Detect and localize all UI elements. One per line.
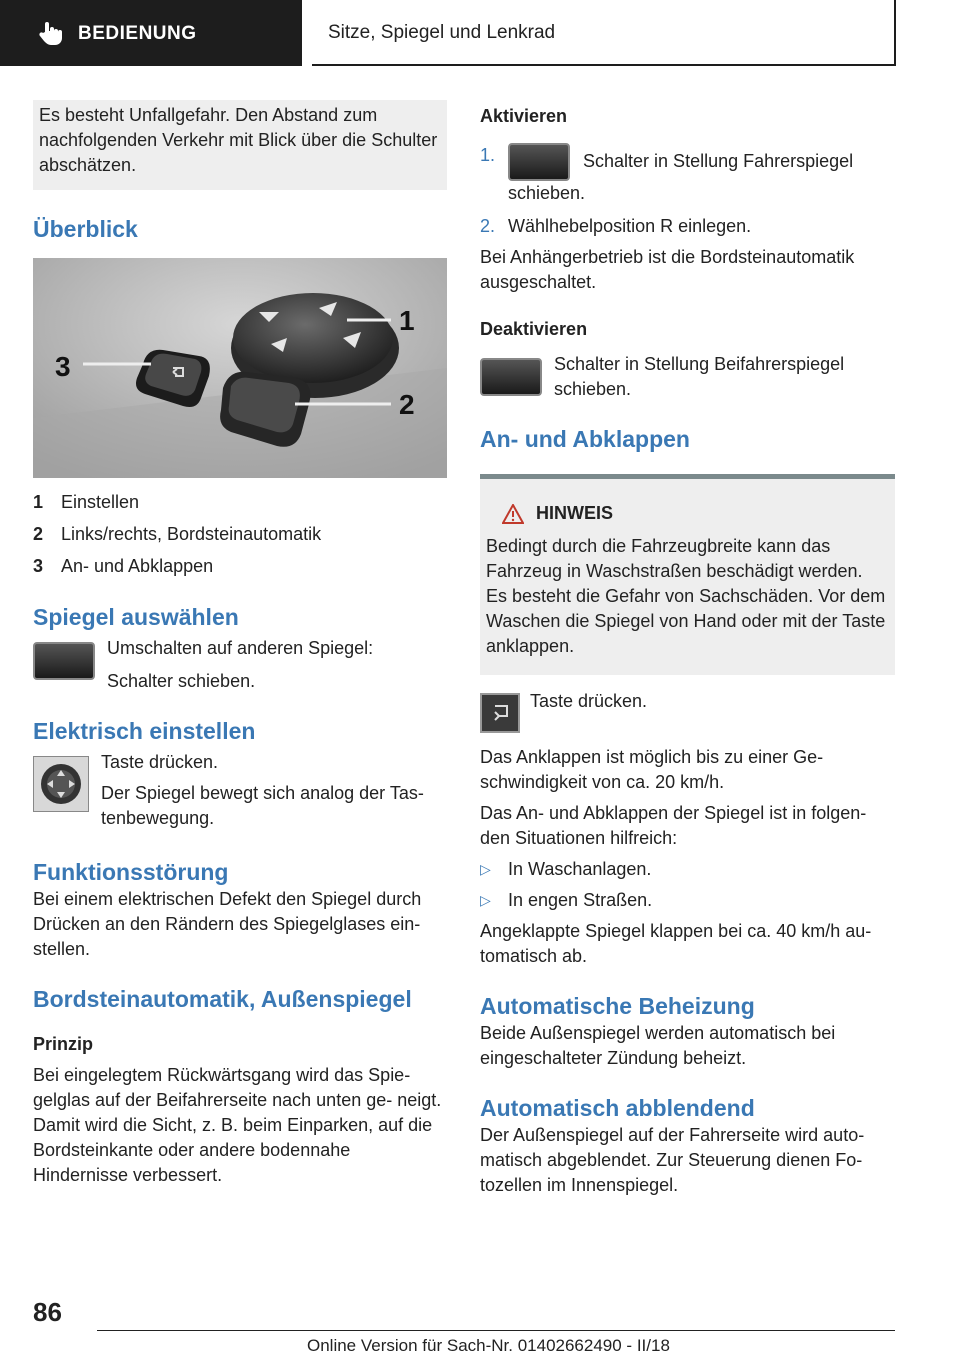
photo-label-3: 3 bbox=[55, 351, 71, 382]
curb-heading: Bordsteinautomatik, Außenspiegel bbox=[33, 986, 412, 1012]
mirror-control-photo bbox=[33, 258, 447, 478]
legend-number: 2 bbox=[33, 524, 44, 544]
list-item-text: In engen Straßen. bbox=[508, 890, 653, 910]
electric-line-1: Taste drücken. bbox=[101, 752, 219, 772]
select-line-2: Schalter schieben. bbox=[107, 671, 256, 691]
step-number: 2. bbox=[480, 216, 496, 236]
press-instruction bbox=[480, 689, 895, 733]
warning-box bbox=[33, 100, 447, 190]
heating-text: Beide Außenspiegel werden automatisch bei eingeschalteter Zündung beheizt. bbox=[480, 1023, 836, 1068]
note-box bbox=[480, 474, 895, 675]
fold-mirror-icon bbox=[480, 693, 520, 733]
left-column bbox=[33, 100, 447, 1188]
select-line-1: Umschalten auf anderen Spiegel: bbox=[107, 638, 374, 658]
step-number: 1. bbox=[480, 145, 496, 165]
malfunction-heading: Funktionsstörung bbox=[33, 859, 229, 885]
dimming-text: Der Außenspiegel auf der Fahrerseite wird auto- matisch abgeblendet. Zur Steuerung dienen Fo- tozellen im Innenspiegel. bbox=[480, 1125, 865, 1195]
photo-legend bbox=[33, 486, 447, 582]
footer-divider bbox=[97, 1330, 895, 1331]
legend-number: 1 bbox=[33, 492, 44, 512]
warning-triangle-icon bbox=[502, 504, 524, 524]
note-text: Bedingt durch die Fahrzeugbreite kann das Fahrzeug in Waschstraßen beschädigt werden. Es besteht die Gefahr von Sachschäden. Vor dem Waschen die Spiegel von Hand oder mit der Taste anklappen. bbox=[486, 536, 886, 656]
legend-text: Links/rechts, Bordsteinautomatik bbox=[61, 524, 322, 544]
header-chapter-label: Sitze, Spiegel und Lenkrad bbox=[328, 21, 556, 43]
legend-text: An- und Abklappen bbox=[61, 556, 214, 576]
trailer-text: Bei Anhängerbetrieb ist die Bordsteinautomatik ausgeschaltet. bbox=[480, 247, 855, 292]
principle-text: Bei eingelegtem Rückwärtsgang wird das Spie- gelglas auf der Beifahrerseite nach unten ge- neigt. Damit wird die Sicht, z. B. beim Einparken, auf die Bordsteinkante oder andere bodennahe Hindernisse verbessert. bbox=[33, 1065, 442, 1185]
switch-icon bbox=[508, 143, 570, 181]
switch-icon bbox=[480, 358, 542, 396]
activate-heading: Aktivieren bbox=[480, 106, 568, 126]
helpful-text: Das An- und Abklappen der Spiegel ist in folgen- den Situationen hilfreich: bbox=[480, 803, 867, 848]
header-section-tab bbox=[0, 0, 300, 66]
header-chapter bbox=[312, 0, 896, 66]
activate-step bbox=[480, 143, 895, 206]
hand-pointer-icon bbox=[38, 20, 64, 46]
legend-item bbox=[33, 550, 447, 582]
deactivate-heading: Deaktivieren bbox=[480, 319, 588, 339]
list-item bbox=[480, 888, 895, 913]
right-column bbox=[480, 100, 895, 1198]
overview-heading: Überblick bbox=[33, 216, 138, 242]
legend-item bbox=[33, 518, 447, 550]
autofold-text: Angeklappte Spiegel klappen bei ca. 40 km/h au- tomatisch ab. bbox=[480, 921, 872, 966]
press-text: Taste drücken. bbox=[530, 691, 648, 711]
activate-step bbox=[480, 214, 895, 239]
photo-label-1: 1 bbox=[399, 305, 415, 336]
header-section-label: BEDIENUNG bbox=[78, 22, 197, 44]
photo-label-2: 2 bbox=[399, 389, 415, 420]
principle-heading: Prinzip bbox=[33, 1034, 94, 1054]
switch-icon bbox=[33, 642, 95, 680]
page-number: 86 bbox=[33, 1297, 62, 1327]
bullet-triangle-icon: ▷ bbox=[480, 892, 491, 908]
electric-heading: Elektrisch einstellen bbox=[33, 718, 256, 744]
malfunction-text: Bei einem elektrischen Defekt den Spiegel durch Drücken an den Rändern des Spiegelglases ein- stellen. bbox=[33, 889, 422, 959]
step-text: Schalter in Stellung Fahrerspiegel schieben. bbox=[508, 150, 854, 203]
select-instruction bbox=[33, 636, 447, 694]
mirror-control-illustration bbox=[33, 258, 447, 478]
electric-instruction bbox=[33, 750, 447, 831]
legend-item bbox=[33, 486, 447, 518]
footer-text: Online Version für Sach-Nr. 01402662490 - II/18 bbox=[307, 1336, 670, 1355]
speed-text: Das Anklappen ist möglich bis zu einer Ge- schwindigkeit von ca. 20 km/h. bbox=[480, 747, 824, 792]
list-item-text: In Waschanlagen. bbox=[508, 859, 652, 879]
dimming-heading: Automatisch abblendend bbox=[480, 1095, 755, 1121]
deactivate-instruction bbox=[480, 352, 895, 402]
fold-heading: An- und Abklappen bbox=[480, 426, 690, 452]
list-item bbox=[480, 857, 895, 882]
deactivate-text: Schalter in Stellung Beifahrerspiegel schieben. bbox=[554, 354, 845, 399]
header-divider bbox=[300, 0, 302, 66]
warning-text: Es besteht Unfallgefahr. Den Abstand zum nachfolgenden Verkehr mit Blick über die Schulter abschätzen. bbox=[39, 105, 438, 175]
note-title bbox=[502, 501, 887, 526]
note-title-label: HINWEIS bbox=[536, 503, 614, 523]
step-text: Wählhebelposition R einlegen. bbox=[508, 216, 752, 236]
direction-pad-icon bbox=[33, 756, 89, 812]
electric-line-2: Der Spiegel bewegt sich analog der Tas- tenbewegung. bbox=[101, 783, 424, 828]
bullet-triangle-icon: ▷ bbox=[480, 861, 491, 877]
legend-number: 3 bbox=[33, 556, 44, 576]
heating-heading: Automatische Beheizung bbox=[480, 993, 755, 1019]
select-heading: Spiegel auswählen bbox=[33, 604, 239, 630]
legend-text: Einstellen bbox=[61, 492, 140, 512]
